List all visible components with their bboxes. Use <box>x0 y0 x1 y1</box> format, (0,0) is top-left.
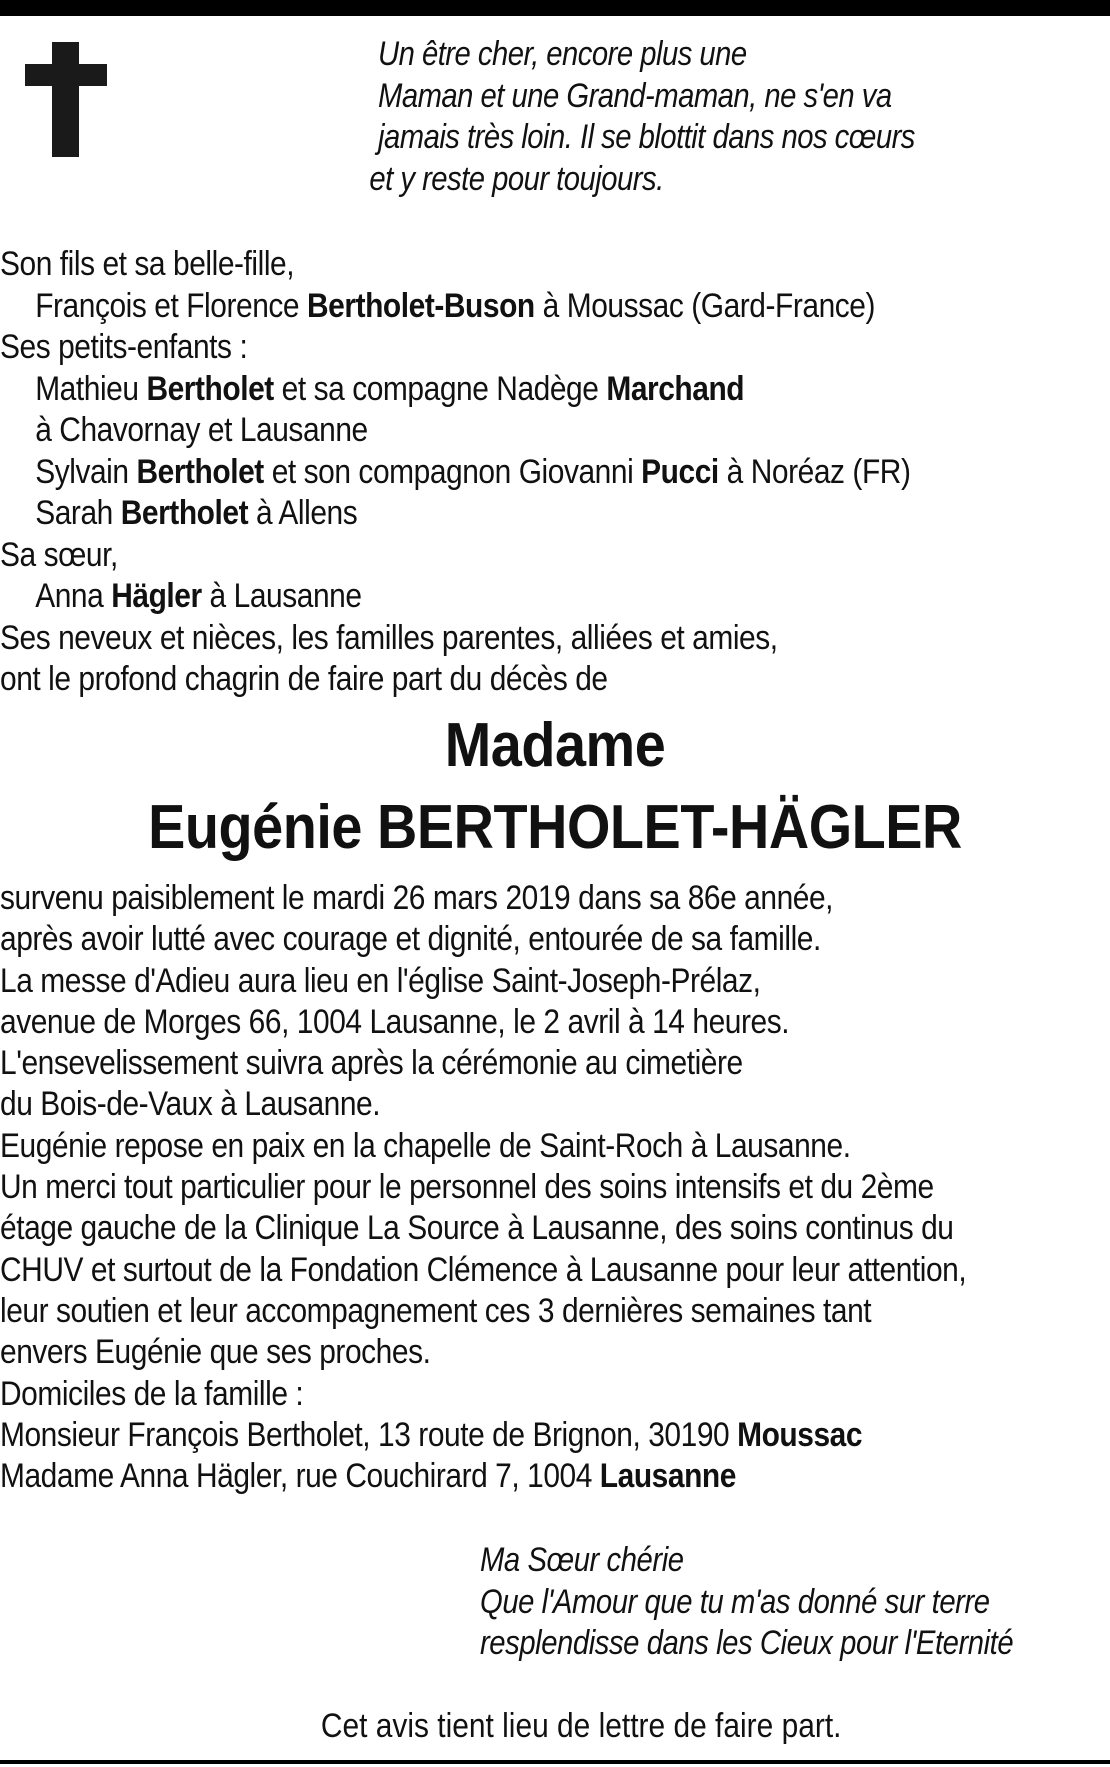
detail-line: du Bois-de-Vaux à Lausanne. <box>0 1085 381 1124</box>
epigraph-line: Un être cher, encore plus une <box>378 35 747 73</box>
deceased-name-block <box>0 705 1110 869</box>
sister-label: Sa sœur, <box>0 535 118 574</box>
son-surname: Bertholet-Buson <box>306 286 535 325</box>
closing-quote-line: Que l'Amour que tu m'as donné sur terre <box>480 1582 990 1621</box>
announcement-line: ont le profond chagrin de faire part du décès de <box>0 660 608 698</box>
closing-quote-line: Ma Sœur chérie <box>480 1541 684 1579</box>
son-label: Son fils et sa belle-fille, <box>0 245 295 283</box>
footer-text: Cet avis tient lieu de lettre de faire part. <box>321 1707 842 1745</box>
other-relatives: Ses neveux et nièces, les familles parentes, alliées et amies, <box>0 618 778 657</box>
top-rule <box>0 0 1110 16</box>
cross-icon <box>25 42 107 157</box>
detail-line: envers Eugénie que ses proches. <box>0 1333 431 1372</box>
detail-line: Un merci tout particulier pour le personnel des soins intensifs et du 2ème <box>0 1168 934 1207</box>
detail-line: CHUV et surtout de la Fondation Clémence à Lausanne pour leur attention, <box>0 1250 967 1289</box>
closing-quote <box>480 1540 1099 1665</box>
partner-surname: Marchand <box>606 369 745 408</box>
closing-quote-line: resplendisse dans les Cieux pour l'Eternité <box>480 1624 1014 1662</box>
epigraph <box>369 34 997 200</box>
grandchild-entry: Mathieu Bertholet et sa compagne Nadège Marchand <box>35 369 745 408</box>
detail-line: avenue de Morges 66, 1004 Lausanne, le 2 avril à 14 heures. <box>0 1002 790 1041</box>
family-list <box>0 244 1109 701</box>
grandchild-surname: Bertholet <box>120 494 249 532</box>
detail-line: survenu paisiblement le mardi 26 mars 2019 dans sa 86e année, <box>0 879 834 917</box>
detail-line: après avoir lutté avec courage et dignité, entourée de sa famille. <box>0 920 821 959</box>
epigraph-line: et y reste pour toujours. <box>369 159 664 198</box>
grandchildren-label: Ses petits-enfants : <box>0 328 248 366</box>
detail-line: Eugénie repose en paix en la chapelle de Saint-Roch à Lausanne. <box>0 1126 851 1165</box>
family-address: Madame Anna Hägler, rue Couchirard 7, 1004 Lausanne <box>0 1457 736 1496</box>
detail-line: Domiciles de la famille : <box>0 1374 304 1413</box>
grandchild-entry: Sarah Bertholet à Allens <box>35 494 358 532</box>
footer-note <box>0 1705 1110 1747</box>
honorific: Madame <box>444 711 666 780</box>
detail-line: leur soutien et leur accompagnement ces 3 dernières semaines tant <box>0 1291 872 1330</box>
bottom-rule <box>0 1760 1110 1764</box>
sister-entry: Anna Hägler à Lausanne <box>35 577 362 615</box>
detail-line: étage gauche de la Clinique La Source à Lausanne, des soins continus du <box>0 1209 954 1248</box>
grandchild-place: à Chavornay et Lausanne <box>35 411 368 449</box>
grandchild-surname: Bertholet <box>136 452 264 491</box>
epigraph-line: Maman et une Grand-maman, ne s'en va <box>378 76 892 115</box>
grandchild-surname: Bertholet <box>146 369 274 408</box>
epigraph-line: jamais très loin. Il se blottit dans nos cœurs <box>378 118 915 156</box>
address-city: Moussac <box>737 1415 863 1454</box>
grandchild-entry: Sylvain Bertholet et son compagnon Giovanni Pucci à Noréaz (FR) <box>35 452 911 491</box>
detail-line: La messe d'Adieu aura lieu en l'église Saint-Joseph-Prélaz, <box>0 961 761 1000</box>
son-entry: François et Florence Bertholet-Buson à Moussac (Gard-France) <box>35 286 876 325</box>
detail-line: L'ensevelissement suivra après la cérémonie au cimetière <box>0 1044 743 1083</box>
partner-surname: Pucci <box>641 452 719 491</box>
deceased-name: Eugénie BERTHOLET-HÄGLER <box>148 793 962 862</box>
family-address: Monsieur François Bertholet, 13 route de Brignon, 30190 Moussac <box>0 1415 863 1454</box>
sister-surname: Hägler <box>111 577 202 615</box>
funeral-details <box>0 878 1109 1497</box>
address-city: Lausanne <box>599 1457 736 1496</box>
